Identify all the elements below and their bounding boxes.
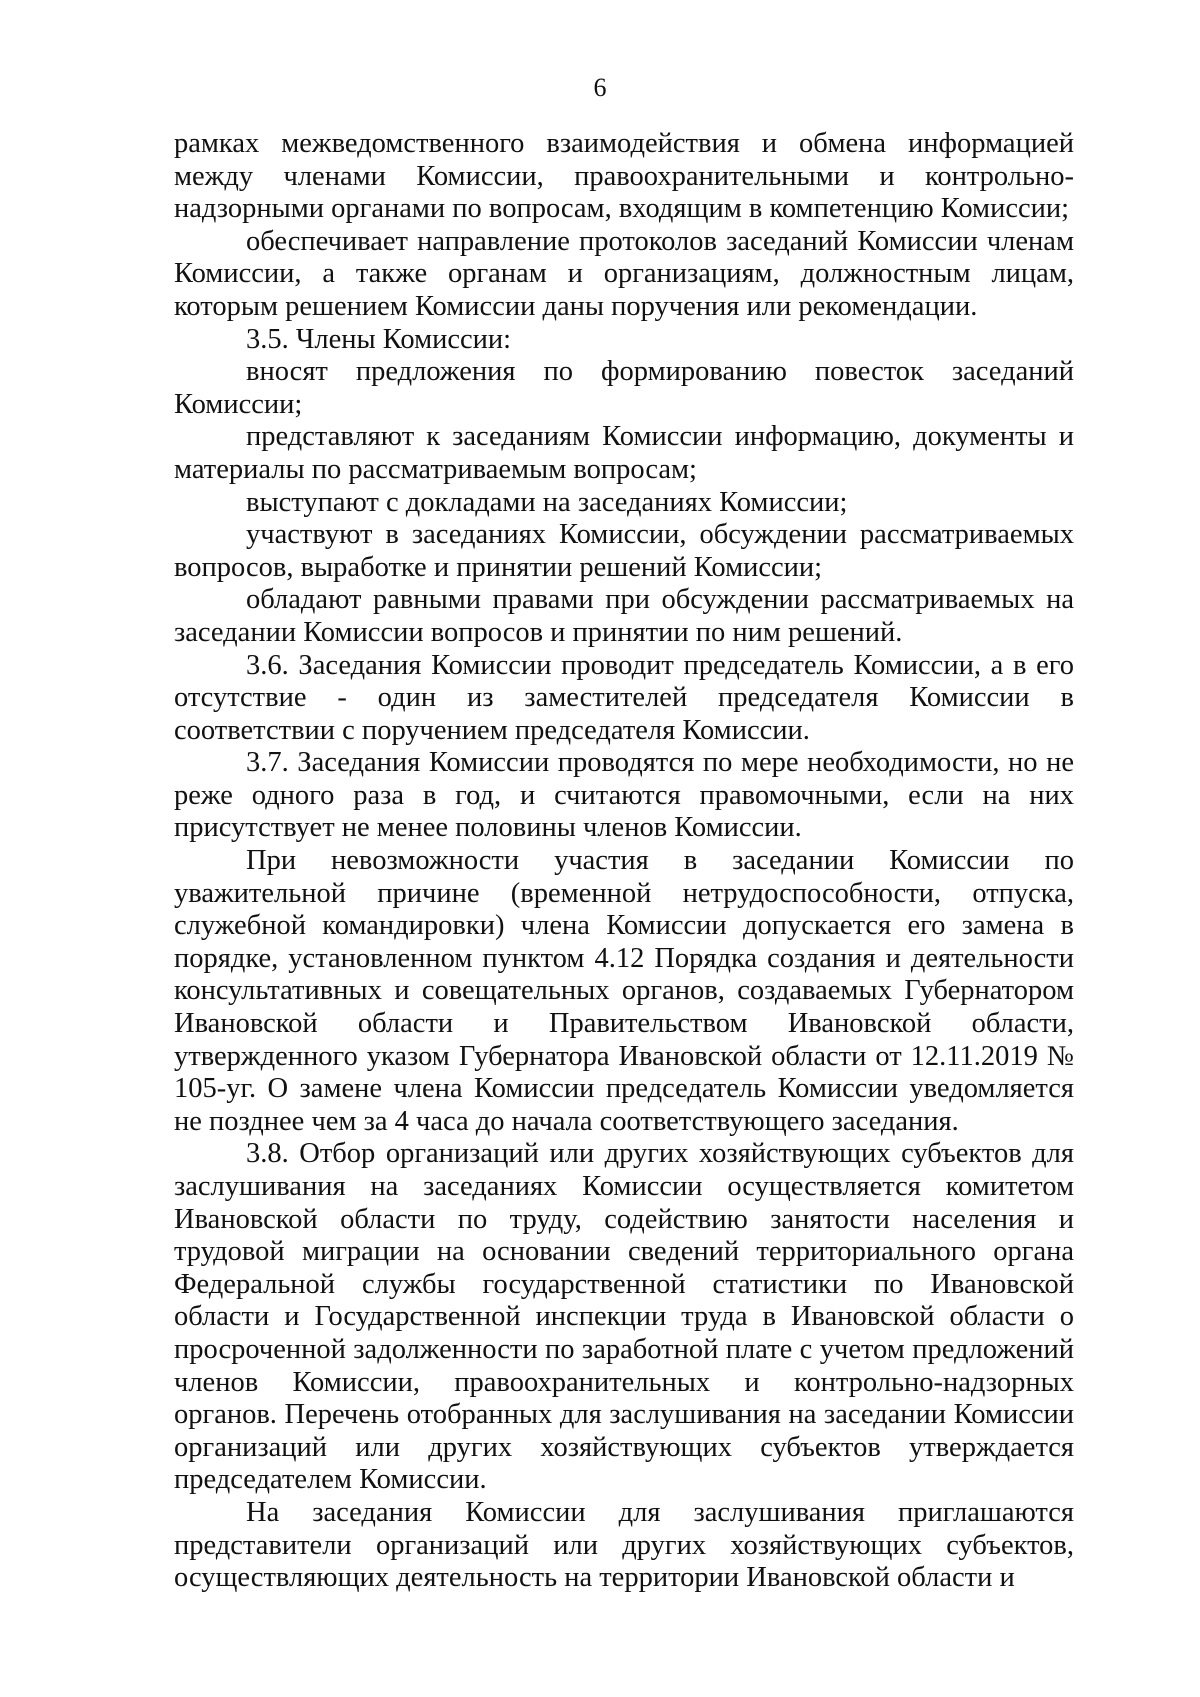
paragraph-3-7: 3.7. Заседания Комиссии проводятся по мере необходимости, но не реже одного раза в год, и считаются правомочными, если на них присутствует не менее половины членов Комиссии. — [174, 747, 1074, 844]
page-number: 6 — [593, 73, 607, 102]
paragraph: На заседания Комиссии для заслушивания приглашаются представители организаций или других хозяйствующих субъектов, осуществляющих деятельность на территории Ивановской области и — [174, 1496, 1074, 1594]
paragraph: представляют к заседаниям Комиссии информацию, документы и материалы по рассматриваемым вопросам; — [174, 421, 1074, 485]
paragraph: выступают с докладами на заседаниях Комиссии; — [246, 486, 848, 518]
document-body — [174, 128, 1074, 1595]
section-heading-3-5: 3.5. Члены Комиссии: — [246, 323, 512, 355]
paragraph: При невозможности участия в заседании Комиссии по уважительной причине (временной нетрудоспособности, отпуска, служебной командировки) члена Комиссии допускается его замена в порядке, установленном пунктом 4.12 Порядка создания и деятельности консультативных и совещательных органов, создаваемых Губернатором Ивановской области и Правительством Ивановской области, утвержденного указом Губернатора Ивановской области от 12.11.2019 № 105-уг. О замене члена Комиссии председатель Комиссии уведомляется не позднее чем за 4 часа до начала соответствующего заседания. — [174, 845, 1074, 1137]
paragraph-continuation: рамках межведомственного взаимодействия и обмена информацией между членами Комиссии, правоохранительными и контрольно-надзорными органами по вопросам, входящим в компетенцию Комиссии; — [174, 128, 1074, 225]
paragraph-3-6: 3.6. Заседания Комиссии проводит председатель Комиссии, а в его отсутствие - один из заместителей председателя Комиссии в соответствии с поручением председателя Комиссии. — [174, 649, 1074, 746]
paragraph: вносят предложения по формированию повесток заседаний Комиссии; — [174, 356, 1074, 420]
paragraph: обеспечивает направление протоколов заседаний Комиссии членам Комиссии, а также органам и организациям, должностным лицам, которым решением Комиссии даны поручения или рекомендации. — [174, 225, 1074, 322]
paragraph: участвуют в заседаниях Комиссии, обсуждении рассматриваемых вопросов, выработке и принятии решений Комиссии; — [174, 519, 1074, 583]
paragraph: обладают равными правами при обсуждении рассматриваемых на заседании Комиссии вопросов и принятии по ним решений. — [174, 584, 1074, 648]
paragraph-3-8: 3.8. Отбор организаций или других хозяйствующих субъектов для заслушивания на заседаниях Комиссии осуществляется комитетом Ивановской области по труду, содействию занятости населения и трудовой миграции на основании сведений территориального органа Федеральной службы государственной статистики по Ивановской области и Государственной инспекции труда в Ивановской области о просроченной задолженности по заработной плате с учетом предложений членов Комиссии, правоохранительных и контрольно-надзорных органов. Перечень отобранных для заслушивания на заседании Комиссии организаций или других хозяйствующих субъектов утверждается председателем Комиссии. — [174, 1138, 1074, 1496]
